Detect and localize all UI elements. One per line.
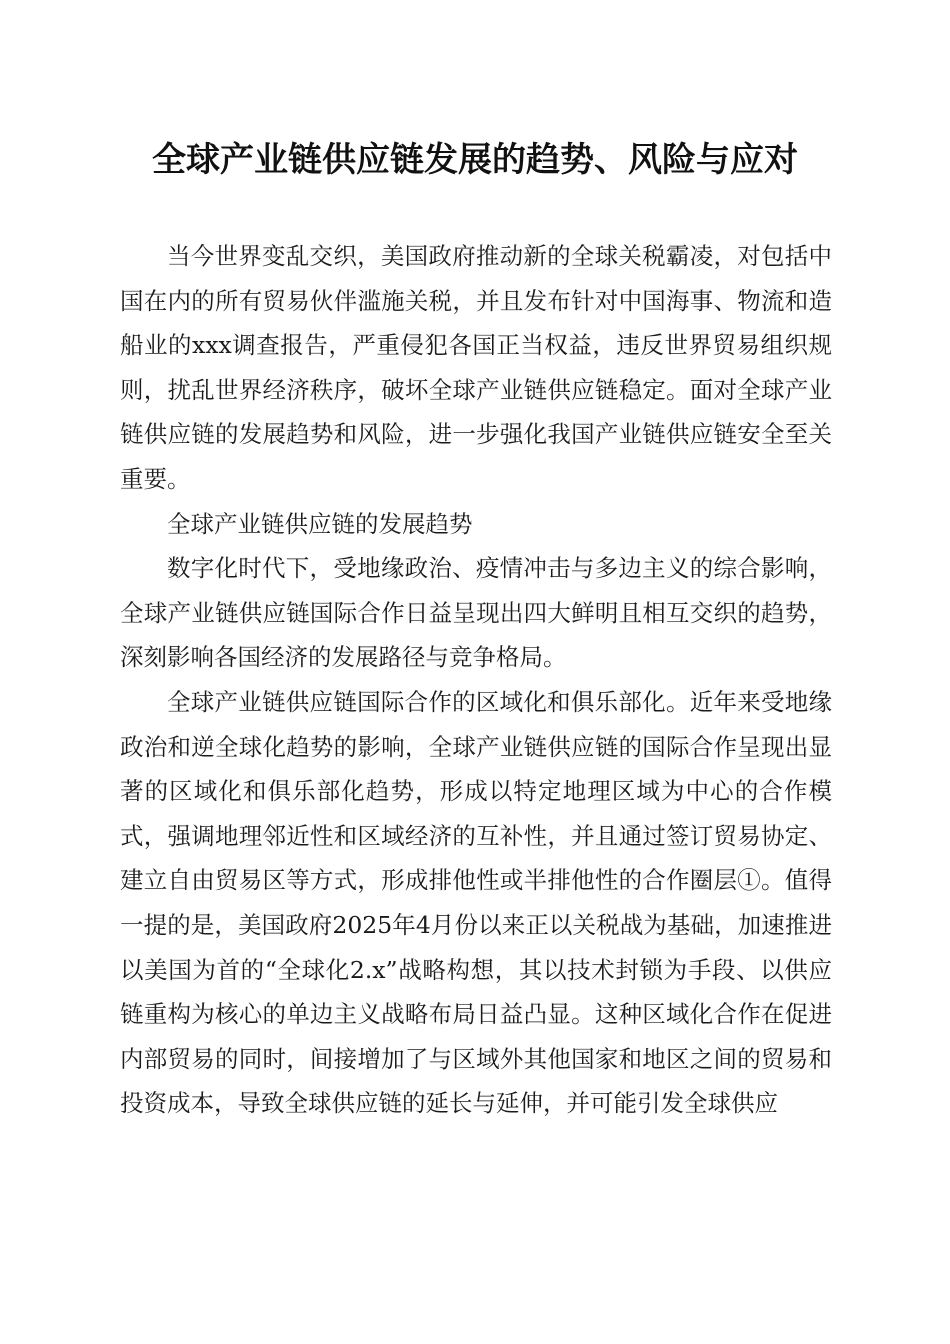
document-body	[120, 234, 832, 1126]
paragraph-regionalization: 全球产业链供应链国际合作的区域化和俱乐部化。近年来受地缘政治和逆全球化趋势的影响，全球产业链供应链的国际合作呈现出显著的区域化和俱乐部化趋势，形成以特定地理区域为中心的合作模式，强调地理邻近性和区域经济的互补性，并且通过签订贸易协定、建立自由贸易区等方式，形成排他性或半排他性的合作圈层①。值得一提的是，美国政府2025年4月份以来正以关税战为基础，加速推进以美国为首的“全球化2.x”战略构想，其以技术封锁为手段、以供应链重构为核心的单边主义战略布局日益凸显。这种区域化合作在促进内部贸易的同时，间接增加了与区域外其他国家和地区之间的贸易和投资成本，导致全球供应链的延长与延伸，并可能引发全球供应	[120, 687, 832, 1118]
section-heading-trends: 全球产业链供应链的发展趋势	[167, 509, 473, 538]
document-title: 全球产业链供应链发展的趋势、风险与应对	[152, 140, 798, 180]
paragraph-trends-overview: 数字化时代下，受地缘政治、疫情冲击与多边主义的综合影响，全球产业链供应链国际合作日益呈现出四大鲜明且相互交织的趋势，深刻影响各国经济的发展路径与竞争格局。	[120, 554, 832, 672]
paragraph-intro: 当今世界变乱交织，美国政府推动新的全球关税霸凌，对包括中国在内的所有贸易伙伴滥施关税，并且发布针对中国海事、物流和造船业的xxx调查报告，严重侵犯各国正当权益，违反世界贸易组织规则，扰乱世界经济秩序，破坏全球产业链供应链稳定。面对全球产业链供应链的发展趋势和风险，进一步强化我国产业链供应链安全至关重要。	[120, 242, 832, 493]
